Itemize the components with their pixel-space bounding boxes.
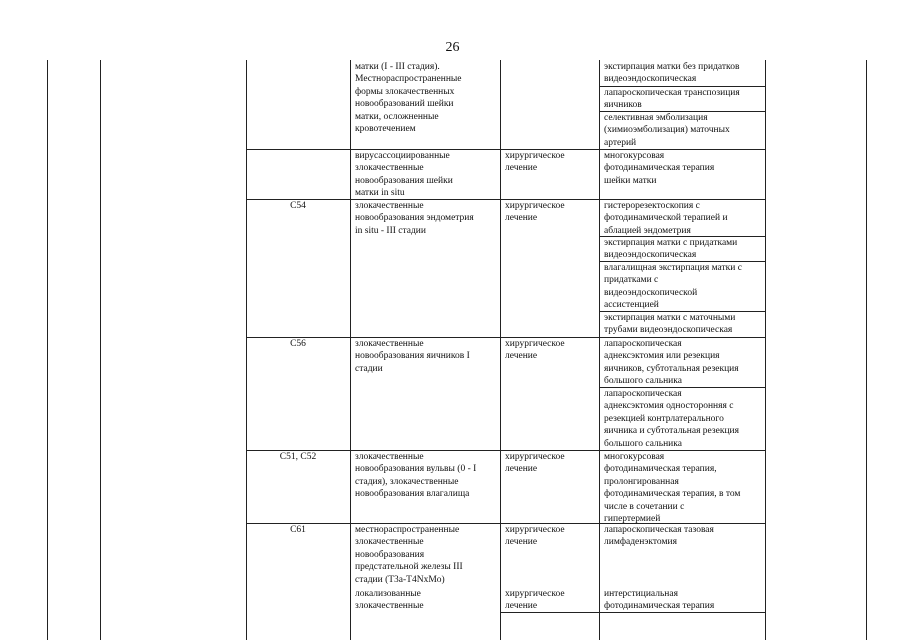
- method-cell: экстирпация матки с придатками видеоэндоскопическая: [604, 238, 738, 261]
- diagnosis-cell: вирусассоциированные злокачественные новообразования шейки матки in situ: [355, 151, 453, 199]
- icd-code-cell: C56: [290, 339, 306, 349]
- icd-code-cell: C51, C52: [279, 452, 317, 462]
- method-cell: лапароскопическая аднексэктомия или резекция яичников, субтотальная резекция большого сальника: [604, 339, 739, 387]
- method-cell: лапароскопическая тазовая лимфаденэктомия: [604, 525, 714, 548]
- treatment-cell: хирургическое лечение: [505, 339, 565, 362]
- diagnosis-cell: локализованные злокачественные: [355, 589, 424, 612]
- table-border-right: [866, 60, 867, 640]
- treatment-cell: хирургическое лечение: [505, 589, 565, 612]
- column-divider: [100, 60, 101, 640]
- column-divider: [500, 60, 501, 640]
- column-divider: [350, 60, 351, 640]
- column-divider: [765, 60, 766, 640]
- method-cell: экстирпация матки с маточными трубами видеоэндоскопическая: [604, 313, 736, 336]
- table-border-left: [47, 60, 48, 640]
- method-cell: лапароскопическая аднексэктомия односторонняя с резекцией контрлатерального яичника и субтотальная резекция большого сальника: [604, 389, 740, 449]
- method-cell: влагалищная экстирпация матки с придатками с видеоэндоскопической ассистенцией: [604, 263, 742, 311]
- treatment-cell: хирургическое лечение: [505, 201, 565, 224]
- page-number: 26: [445, 40, 460, 55]
- method-cell: лапароскопическая транспозиция яичников: [604, 88, 740, 111]
- diagnosis-cell: злокачественные новообразования вульвы (0 - I стадия), злокачественные новообразования влагалища: [355, 452, 477, 500]
- treatment-cell: хирургическое лечение: [505, 452, 565, 475]
- method-cell: многокурсовая фотодинамическая терапия, пролонгированная фотодинамическая терапия, в том числе в сочетании с гипертермией: [604, 452, 741, 525]
- treatment-cell: хирургическое лечение: [505, 525, 565, 548]
- treatment-cell: хирургическое лечение: [505, 151, 565, 174]
- diagnosis-cell: злокачественные новообразования эндометрия in situ - III стадии: [355, 201, 474, 236]
- method-cell: интерстициальная фотодинамическая терапия: [604, 589, 715, 612]
- icd-code-cell: C61: [290, 525, 306, 535]
- method-cell: многокурсовая фотодинамическая терапия шейки матки: [604, 151, 715, 186]
- icd-code-cell: C54: [290, 201, 306, 211]
- method-cell: селективная эмболизация (химиоэмболизация) маточных артерий: [604, 113, 730, 148]
- diagnosis-cell: матки (I - III стадия). Местнораспространенные формы злокачественных новообразований шейки матки, осложненные кровотечением: [355, 62, 462, 135]
- diagnosis-cell: злокачественные новообразования яичников I стадии: [355, 339, 470, 374]
- diagnosis-cell: местнораспространенные злокачественные новообразования предстательной железы III стадии (T3a-T4NxMo): [355, 525, 463, 585]
- method-cell: экстирпация матки без придатков видеоэндоскопическая: [604, 62, 740, 85]
- column-divider: [599, 60, 600, 640]
- method-cell: гистерорезектоскопия с фотодинамической терапией и аблацией эндометрия: [604, 201, 728, 236]
